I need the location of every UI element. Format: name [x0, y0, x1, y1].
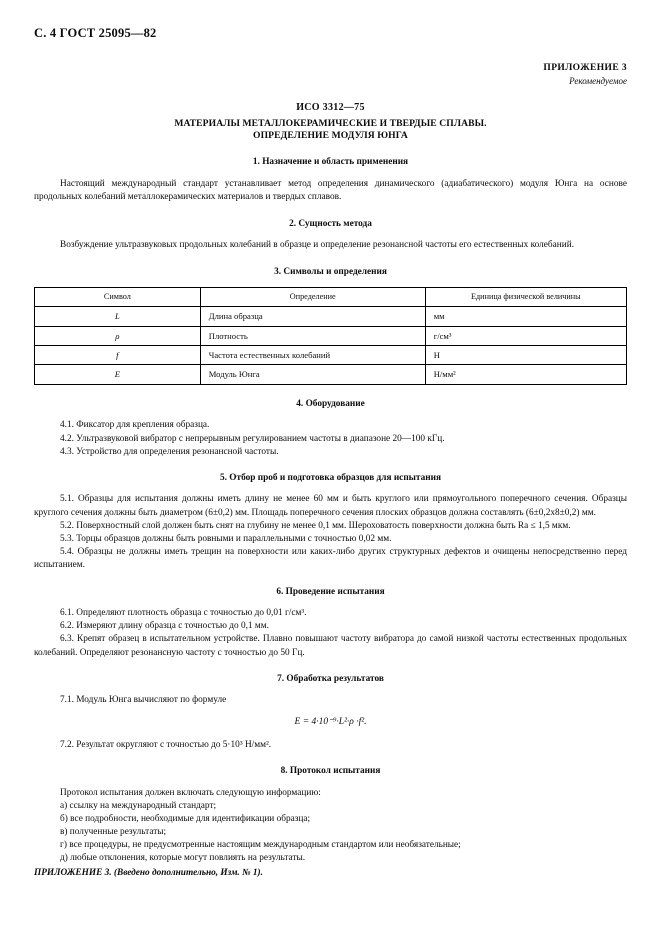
section-6-clauses: [34, 607, 627, 660]
document-title-line-2: ОПРЕДЕЛЕНИЕ МОДУЛЯ ЮНГА: [253, 130, 408, 142]
cell-definition: Частота естественных колебаний: [200, 345, 425, 364]
section-1-paragraph: Настоящий международный стандарт устанавливает метод определения динамического (адиабатического) модуля Юнга на основе продольных колебаний металлокерамических материалов и твердых сплавов.: [34, 178, 627, 203]
section-8-item-a: а) ссылку на международный стандарт;: [60, 800, 217, 811]
cell-unit: мм: [425, 307, 626, 326]
table-header-unit: Единица физической величины: [425, 288, 626, 307]
clause-7-1: 7.1. Модуль Юнга вычисляют по формуле: [60, 695, 227, 706]
cell-unit: г/см³: [425, 326, 626, 345]
clause-5-4: 5.4. Образцы не должны иметь трещин на поверхности или каких-либо других структурных дефектов и очищены непосредственно перед испытанием.: [34, 547, 627, 571]
cell-definition: Модуль Юнга: [200, 365, 425, 384]
section-8-intro: Протокол испытания должен включать следующую информацию:: [60, 787, 321, 798]
section-heading-2: 2. Сущность метода: [289, 218, 372, 229]
youngs-modulus-formula: E = 4·10⁻⁹·L²·ρ ·f².: [294, 717, 367, 728]
clause-5-1: 5.1. Образцы для испытания должны иметь длину не менее 60 мм и быть круглого или прямоугольного поперечного сечения. Образцы круглого сечения должны быть диаметром (6±0,2) мм. Площадь поперечного сечения плоских образцов должна составлять (6±0,2х8±0,2) мм.: [34, 494, 627, 518]
clause-6-3: 6.3. Крепят образец в испытательном устройстве. Плавно повышают частоту вибратора до самой низкой частоты естественных продольных колебаний. Определяют резонансную частоту с точностью до 50 Гц.: [34, 634, 627, 658]
section-heading-6: 6. Проведение испытания: [276, 586, 385, 597]
cell-symbol: L: [35, 307, 201, 326]
section-5-clauses: [34, 493, 627, 572]
cell-unit: Н/мм²: [425, 365, 626, 384]
section-8-item-b: б) все подробности, необходимые для идентификации образца;: [60, 813, 311, 824]
section-2-paragraph: Возбуждение ультразвуковых продольных колебаний в образце и определение резонансной частоты его естественных колебаний.: [60, 240, 575, 251]
section-8-clauses: [34, 787, 627, 866]
clause-4-2: 4.2. Ультразвуковой вибратор с непрерывным регулированием частоты в диапазоне 20—100 кГц.: [60, 433, 445, 444]
clause-5-2: 5.2. Поверхностный слой должен быть снят на глубину не менее 0,1 мм. Шероховатость поверхности должна быть Ra ≤ 1,5 мкм.: [60, 520, 571, 531]
cell-definition: Длина образца: [200, 307, 425, 326]
cell-unit: Н: [425, 345, 626, 364]
section-heading-8: 8. Протокол испытания: [280, 766, 381, 777]
section-heading-1: 1. Назначение и область применения: [252, 157, 409, 168]
clause-6-1: 6.1. Определяют плотность образца с точностью до 0,01 г/см³.: [60, 607, 307, 618]
section-heading-7: 7. Обработка результатов: [277, 673, 384, 684]
clause-5-3: 5.3. Торцы образцов должны быть ровными и параллельными с точностью 0,02 мм.: [60, 533, 392, 544]
table-row: [35, 365, 627, 384]
cell-symbol: E: [35, 365, 201, 384]
appendix-title: ПРИЛОЖЕНИЕ 3: [543, 63, 627, 73]
appendix-header: [543, 62, 627, 87]
cell-symbol: f: [35, 345, 201, 364]
section-8-item-v: в) полученные результаты;: [60, 827, 167, 838]
cell-symbol: ρ: [35, 326, 201, 345]
table-header-row: [35, 288, 627, 307]
section-heading-4: 4. Оборудование: [296, 398, 365, 409]
cell-definition: Плотность: [200, 326, 425, 345]
clause-6-2: 6.2. Измеряют длину образца с точностью до 0,1 мм.: [60, 621, 269, 632]
document-title: [34, 118, 627, 144]
table-row: [35, 326, 627, 345]
clause-4-3: 4.3. Устройство для определения резонансной частоты.: [60, 446, 279, 457]
symbols-table: [34, 287, 627, 385]
section-heading-5: 5. Отбор проб и подготовка образцов для испытания: [219, 472, 442, 483]
appendix-subtitle: Рекомендуемое: [569, 75, 627, 86]
table-row: [35, 345, 627, 364]
document-title-line-1: МАТЕРИАЛЫ МЕТАЛЛОКЕРАМИЧЕСКИЕ И ТВЕРДЫЕ СПЛАВЫ.: [174, 117, 487, 129]
page-header: С. 4 ГОСТ 25095—82: [34, 26, 157, 40]
table-header-definition: Определение: [200, 288, 425, 307]
clause-4-1: 4.1. Фиксатор для крепления образца.: [60, 420, 210, 431]
table-header-symbol: Символ: [35, 288, 201, 307]
section-8-item-d: д) любые отклонения, которые могут повлиять на результаты.: [60, 853, 306, 864]
section-8-item-g: г) все процедуры, не предусмотренные настоящим международным стандартом или необязательные;: [60, 840, 461, 851]
appendix-footer-note: ПРИЛОЖЕНИЕ 3. (Введено дополнительно, Изм. № 1).: [34, 867, 263, 878]
document-body: [34, 101, 627, 880]
section-7-clauses: [34, 694, 627, 752]
standard-code: ИСО 3312—75: [296, 102, 365, 113]
section-4-clauses: [34, 419, 627, 459]
section-heading-3: 3. Символы и определения: [274, 266, 387, 277]
clause-7-2: 7.2. Результат округляют с точностью до 5·10³ Н/мм².: [60, 739, 272, 750]
table-row: [35, 307, 627, 326]
